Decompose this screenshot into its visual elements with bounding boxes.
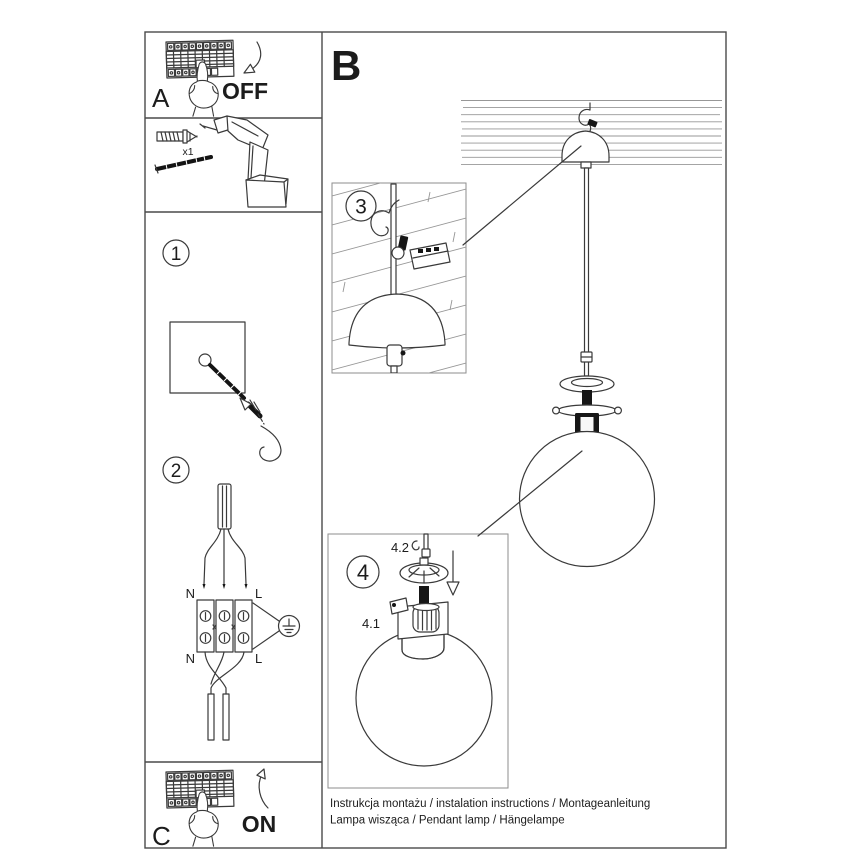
- panel-c-label: C: [152, 821, 171, 851]
- pendant-cable: [585, 168, 589, 376]
- glass-globe: [520, 432, 655, 567]
- ceiling-square: [170, 322, 245, 393]
- ground-symbol: [253, 603, 300, 649]
- callout-line-canopy: [463, 146, 581, 245]
- part-42-label: 4.2: [390, 540, 410, 555]
- panel-b-label: B: [331, 42, 362, 89]
- step-2-number: 2: [170, 461, 182, 482]
- footer-line-2: Lampa wisząca / Pendant lamp / Hängelampe: [330, 814, 565, 827]
- lamp-wires: [205, 652, 244, 740]
- grip-screw: [401, 351, 406, 356]
- arrow-up-icon: [257, 769, 268, 808]
- n-top-label: N: [185, 586, 195, 601]
- panel-a-label: A: [152, 83, 170, 113]
- drill-icon: [200, 116, 288, 207]
- l-bottom-label: L: [255, 651, 263, 666]
- mains-cable: [203, 484, 248, 589]
- ceiling-hook-icon: [260, 426, 281, 461]
- terminal-block: [197, 600, 252, 652]
- socket-housing: [390, 598, 448, 639]
- cable-stub: [391, 366, 397, 373]
- tools-panel: [155, 116, 288, 207]
- n-bottom-label: N: [185, 651, 195, 666]
- cable-clamp: [587, 119, 598, 128]
- step-1-number: 1: [170, 244, 182, 265]
- screw-icon: [155, 156, 211, 173]
- part-41-label: 4.1: [361, 616, 381, 631]
- panel-c: [152, 769, 276, 851]
- cable-connector: [581, 352, 592, 362]
- footer: [330, 798, 650, 827]
- arrow-down-icon: [244, 42, 261, 73]
- canopy-grip: [581, 162, 591, 168]
- inset-4-number: 4: [356, 560, 370, 585]
- step-2: [163, 457, 300, 740]
- footer-line-1: Instrukcja montażu / instalation instructions / Montageanleitung: [330, 798, 651, 810]
- cable-rod: [391, 184, 396, 296]
- cord-grip: [387, 345, 402, 366]
- screw-into-hole-icon: [210, 365, 264, 424]
- step-1: [163, 240, 281, 461]
- inset-4: [328, 534, 508, 788]
- panel-a: [152, 40, 268, 116]
- wall-anchor-icon: [157, 130, 197, 143]
- lamp-socket: [575, 413, 599, 434]
- l-top-label: L: [255, 586, 263, 601]
- inset-3-number: 3: [355, 195, 367, 219]
- shade-ring: [560, 376, 614, 392]
- quantity-label: x1: [182, 146, 194, 158]
- inset-3: [332, 160, 466, 399]
- off-label: OFF: [222, 78, 268, 104]
- on-label: ON: [241, 811, 277, 837]
